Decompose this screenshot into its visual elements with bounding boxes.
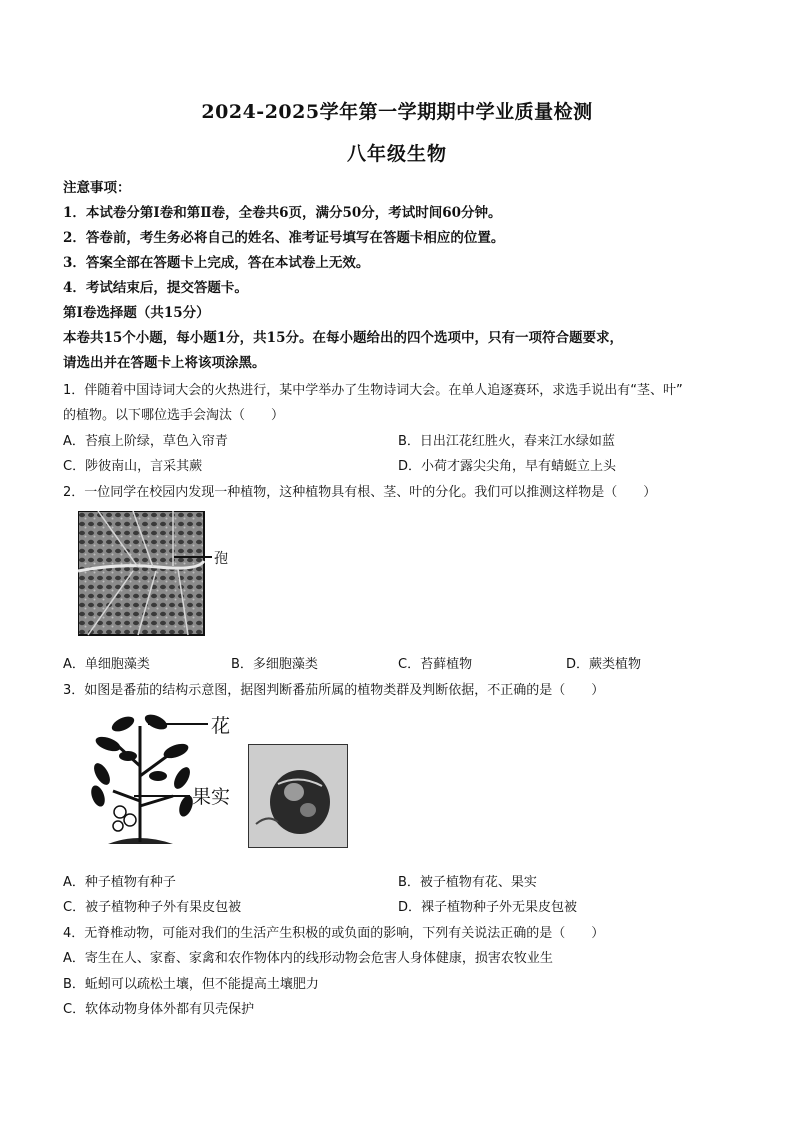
question-1-option-a: A．苔痕上阶绿，草色入帘青	[63, 434, 228, 449]
tomato-plant-drawing	[78, 706, 248, 852]
question-4-option-b: B．蚯蚓可以疏松土壤，但不能提高土壤肥力	[63, 977, 319, 992]
exam-subject: 八年级生物	[346, 143, 447, 165]
question-1-stem: 的植物。以下哪位选手会淘汰（ ）	[63, 408, 285, 423]
question-3-option-b: B．被子植物有花、果实	[398, 875, 537, 890]
tomato-fruit-image	[248, 744, 348, 848]
notes-heading: 注意事项：	[63, 180, 131, 196]
fern-leaf-figure	[78, 511, 248, 637]
note-item: 2．答卷前，考生务必将自己的姓名、准考证号填写在答题卡相应的位置。	[63, 230, 505, 246]
section-title: 第Ⅰ卷选择题（共15分）	[63, 305, 210, 321]
figure-label-spore: 孢	[214, 551, 228, 567]
tomato-plant-figure	[78, 706, 248, 852]
section-instruction: 本卷共15个小题，每小题1分，共15分。在每小题给出的四个选项中，只有一项符合题要求，	[63, 330, 623, 346]
question-1-option-b: B．日出江花红胜火，春来江水绿如蓝	[398, 434, 615, 449]
tomato-fruit-photo	[248, 744, 348, 848]
note-item: 1．本试卷分第Ⅰ卷和第Ⅱ卷，全卷共6页，满分50分，考试时间60分钟。	[63, 205, 502, 221]
figure-label-flower: 花	[211, 715, 231, 737]
note-item: 3．答案全部在答题卡上完成，答在本试卷上无效。	[63, 255, 370, 271]
question-3-option-c: C．被子植物种子外有果皮包被	[63, 900, 242, 915]
question-3-stem: 3．如图是番茄的结构示意图，据图判断番茄所属的植物类群及判断依据，不正确的是（ ）	[63, 683, 605, 698]
question-4-option-a: A．寄生在人、家畜、家禽和农作物体内的线形动物会危害人身体健康，损害农牧业生	[63, 951, 553, 966]
question-2-option-c: C．苔藓植物	[398, 657, 473, 672]
question-1-stem: 1．伴随着中国诗词大会的火热进行，某中学举办了生物诗词大会。在单人追逐赛环，求选手说出有“茎、叶”	[63, 383, 683, 398]
section-instruction: 请选出并在答题卡上将该项涂黑。	[63, 355, 266, 371]
question-4-option-c: C．软体动物身体外都有贝壳保护	[63, 1002, 255, 1017]
exam-title: 2024-2025学年第一学期期中学业质量检测	[201, 101, 593, 123]
question-1-option-c: C．陟彼南山，言采其蕨	[63, 459, 203, 474]
question-2-option-d: D．蕨类植物	[566, 657, 642, 672]
question-4-stem: 4．无脊椎动物，可能对我们的生活产生积极的或负面的影响，下列有关说法正确的是（ ）	[63, 926, 605, 941]
question-1-option-d: D．小荷才露尖尖角，早有蜻蜓立上头	[398, 459, 617, 474]
question-2-stem: 2．一位同学在校园内发现一种植物，这种植物具有根、茎、叶的分化。我们可以推测这样物是（ ）	[63, 485, 657, 500]
figure-label-fruit: 果实	[192, 786, 231, 808]
question-3-option-a: A．种子植物有种子	[63, 875, 176, 890]
question-2-option-b: B．多细胞藻类	[231, 657, 318, 672]
question-2-option-a: A．单细胞藻类	[63, 657, 150, 672]
note-item: 4．考试结束后，提交答题卡。	[63, 280, 248, 296]
fern-leaf-image	[78, 511, 248, 637]
question-3-option-d: D．裸子植物种子外无果皮包被	[398, 900, 578, 915]
